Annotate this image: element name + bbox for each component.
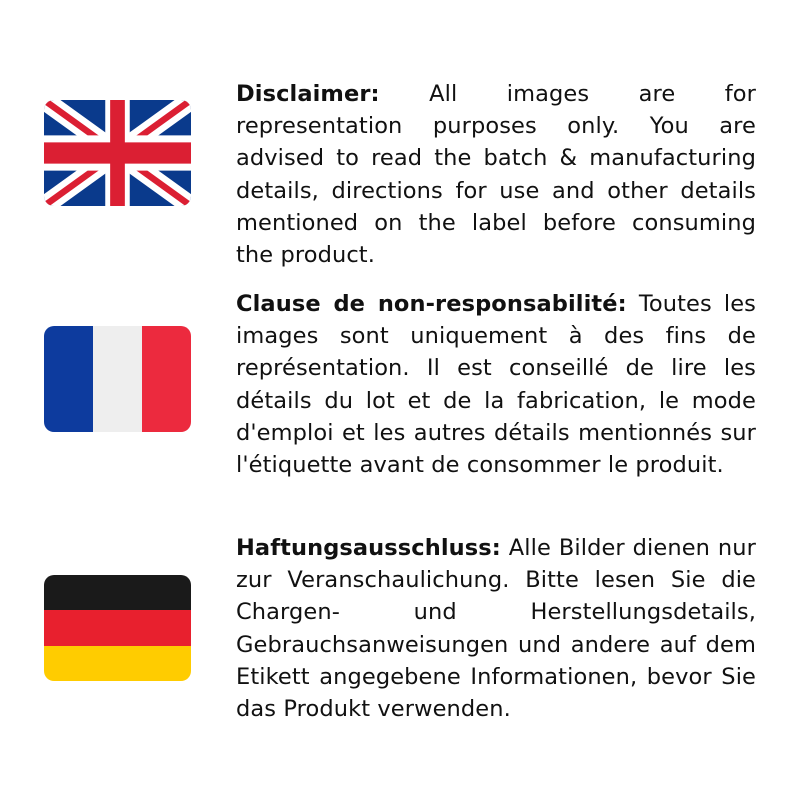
disclaimer-body: Toutes les images sont uniquement à des fins de représentation. Il est conseillé de lire les détails du lot et de la fabrication, le mode d'emploi et les autres détails mentionnés sur l'étiquette avant de consommer le produit. xyxy=(236,291,756,479)
disclaimer-body: All images are for representation purposes only. You are advised to read the batch & manufacturing details, directions for use and other details mentioned on the label before consuming the product. xyxy=(236,81,756,269)
uk-flag-icon xyxy=(44,100,191,206)
disclaimer-german xyxy=(236,532,756,725)
disclaimer-body: Alle Bilder dienen nur zur Veranschaulichung. Bitte lesen Sie die Chargen- und Herstellungsdetails, Gebrauchsanweisungen und andere auf dem Etikett angegebene Informationen, bevor Sie das Produkt verwenden. xyxy=(236,535,756,723)
disclaimer-english xyxy=(236,78,756,271)
disclaimer-heading: Disclaimer: xyxy=(236,81,380,107)
germany-flag-icon xyxy=(44,575,191,681)
disclaimer-heading: Haftungsausschluss: xyxy=(236,535,501,561)
disclaimer-french xyxy=(236,288,756,481)
disclaimer-heading: Clause de non-responsabilité: xyxy=(236,291,627,317)
france-flag-icon xyxy=(44,326,191,432)
